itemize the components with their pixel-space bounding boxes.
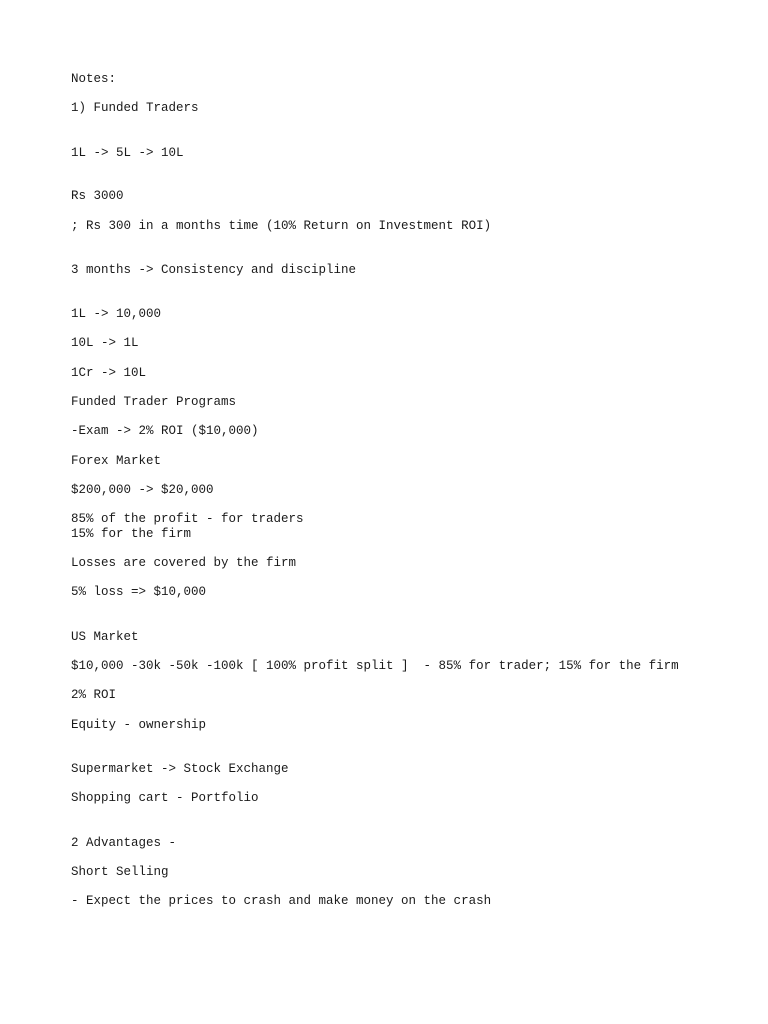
text-line: 10L -> 1L — [71, 336, 139, 350]
text-line: 5% loss => $10,000 — [71, 585, 207, 599]
text-line: Funded Trader Programs — [71, 395, 237, 409]
text-line: 85% of the profit - for traders — [71, 512, 304, 526]
text-line: ; Rs 300 in a months time (10% Return on Investment ROI) — [71, 219, 492, 233]
text-line: Equity - ownership — [71, 718, 207, 732]
text-line: -Exam -> 2% ROI ($10,000) — [71, 424, 259, 438]
text-line: Rs 3000 — [71, 189, 124, 203]
text-line: Shopping cart - Portfolio — [71, 791, 259, 805]
text-line: Short Selling — [71, 865, 169, 879]
text-line: - Expect the prices to crash and make money on the crash — [71, 894, 492, 908]
text-line: $10,000 -30k -50k -100k [ 100% profit split ] - 85% for trader; 15% for the firm — [71, 659, 679, 673]
text-line: 2% ROI — [71, 688, 117, 702]
text-line: Forex Market — [71, 454, 162, 468]
text-line: 2 Advantages - — [71, 836, 177, 850]
text-line: US Market — [71, 630, 139, 644]
text-line: $200,000 -> $20,000 — [71, 483, 214, 497]
text-line: 1Cr -> 10L — [71, 366, 147, 380]
text-line: 1) Funded Traders — [71, 101, 199, 115]
text-line: Losses are covered by the firm — [71, 556, 297, 570]
notes-heading: Notes: — [71, 72, 117, 86]
text-line: 3 months -> Consistency and discipline — [71, 263, 357, 277]
text-line: 15% for the firm — [71, 527, 192, 541]
text-line: 1L -> 10,000 — [71, 307, 162, 321]
text-line: Supermarket -> Stock Exchange — [71, 762, 289, 776]
text-line: 1L -> 5L -> 10L — [71, 146, 184, 160]
